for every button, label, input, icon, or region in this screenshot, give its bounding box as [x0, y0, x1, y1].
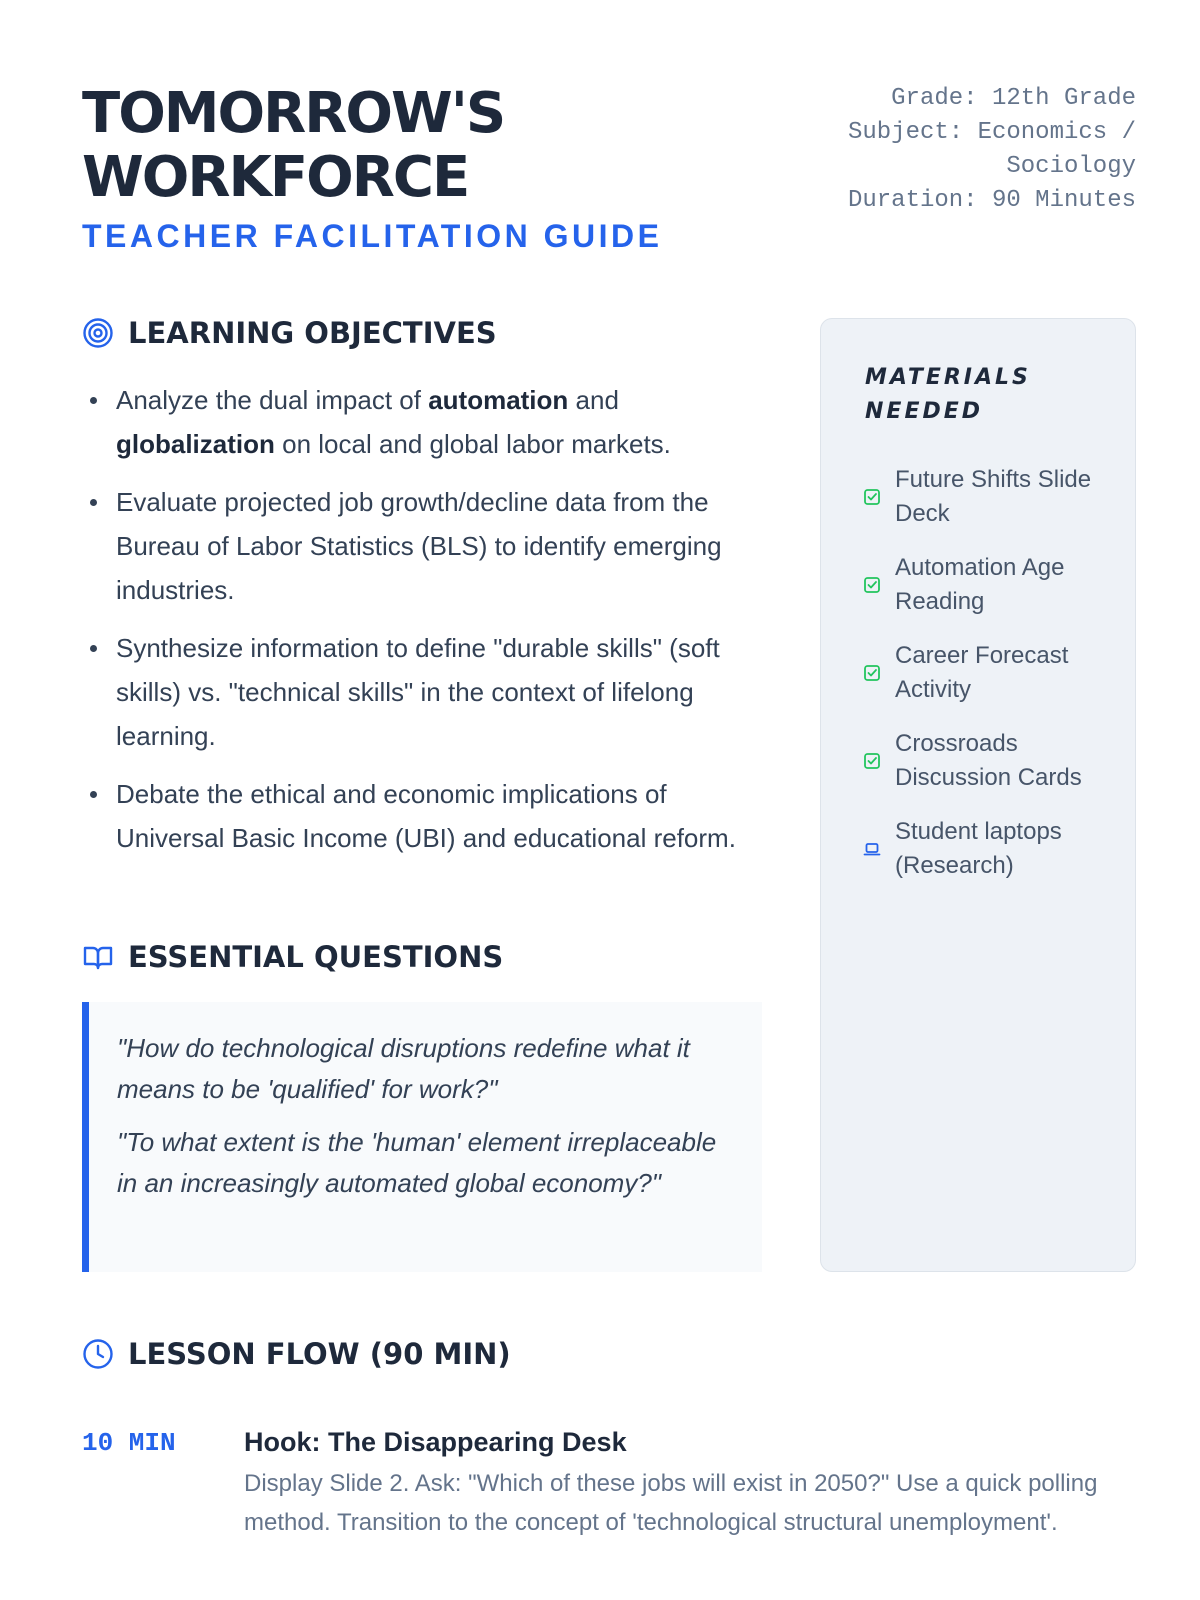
lesson-step-body [244, 1420, 1124, 1542]
objectives-heading [82, 316, 497, 350]
lesson-step-description: Display Slide 2. Ask: "Which of these jobs will exist in 2050?" Use a quick polling method. Transition to the concept of 'technological structural unemployment'. [244, 1470, 1098, 1536]
objective-text: Analyze the dual impact of [116, 385, 429, 415]
material-label: Career Forecast Activity [895, 642, 1069, 703]
title-line-2: WORKFORCE [82, 145, 469, 210]
questions-heading-label: ESSENTIAL QUESTIONS [128, 940, 504, 974]
material-label: Student laptops (Research) [895, 818, 1062, 879]
title-line-1: TOMORROW'S [82, 81, 505, 146]
meta-subject-line-1: Subject: Economics / [847, 119, 1136, 146]
material-label: Automation Age Reading [895, 554, 1065, 615]
materials-card [820, 318, 1136, 1272]
page-subtitle: TEACHER FACILITATION GUIDE [82, 218, 663, 254]
objectives-list [82, 378, 742, 874]
lesson-flow-heading [82, 1337, 511, 1371]
materials-title-line-2: NEEDED [865, 399, 984, 424]
material-item [863, 805, 1113, 893]
objective-item: Synthesize information to define "durable skills" (soft skills) vs. "technical skills" in the context of lifelong learning. [82, 626, 742, 758]
objective-text: and [568, 385, 619, 415]
material-item [863, 629, 1113, 717]
meta-duration: Duration: 90 Minutes [847, 187, 1136, 214]
essential-question: "To what extent is the 'human' element irreplaceable in an increasingly automated global economy?" [117, 1127, 717, 1198]
material-item [863, 453, 1113, 541]
objective-item [82, 378, 742, 466]
essential-question: "How do technological disruptions redefine what it means to be 'qualified' for work?" [117, 1033, 690, 1104]
objective-item: Evaluate projected job growth/decline data from the Bureau of Labor Statistics (BLS) to identify emerging industries. [82, 480, 742, 612]
lesson-step-title: Hook: The Disappearing Desk [244, 1427, 627, 1457]
lesson-flow-heading-label: LESSON FLOW (90 MIN) [128, 1337, 511, 1371]
meta-grade: Grade: 12th Grade [891, 85, 1136, 112]
check-square-icon [863, 488, 881, 506]
objective-item: Debate the ethical and economic implications of Universal Basic Income (UBI) and educational reform. [82, 772, 742, 860]
check-square-icon [863, 752, 881, 770]
check-square-icon [863, 576, 881, 594]
material-item [863, 717, 1113, 805]
material-label: Crossroads Discussion Cards [895, 730, 1082, 791]
objective-keyword: globalization [116, 429, 275, 459]
materials-title [865, 361, 1085, 429]
lesson-meta [796, 82, 1136, 218]
book-open-icon [82, 941, 114, 973]
essential-questions-block [82, 1002, 762, 1272]
material-label: Future Shifts Slide Deck [895, 466, 1092, 527]
objective-text: on local and global labor markets. [274, 429, 671, 459]
clock-icon [82, 1338, 114, 1370]
questions-heading [82, 940, 503, 974]
meta-subject-line-2: Sociology [1006, 153, 1136, 180]
material-item [863, 541, 1113, 629]
materials-title-line-1: MATERIALS [865, 365, 1031, 390]
objectives-heading-label: LEARNING OBJECTIVES [128, 316, 497, 350]
objective-keyword: automation [428, 385, 569, 415]
page-header [82, 82, 1136, 262]
lesson-step-time: 10 MIN [82, 1428, 176, 1458]
lesson-guide-page [82, 0, 1136, 1600]
laptop-icon [863, 840, 881, 858]
materials-list [863, 453, 1113, 893]
target-icon [82, 317, 114, 349]
page-title [82, 82, 642, 210]
check-square-icon [863, 664, 881, 682]
